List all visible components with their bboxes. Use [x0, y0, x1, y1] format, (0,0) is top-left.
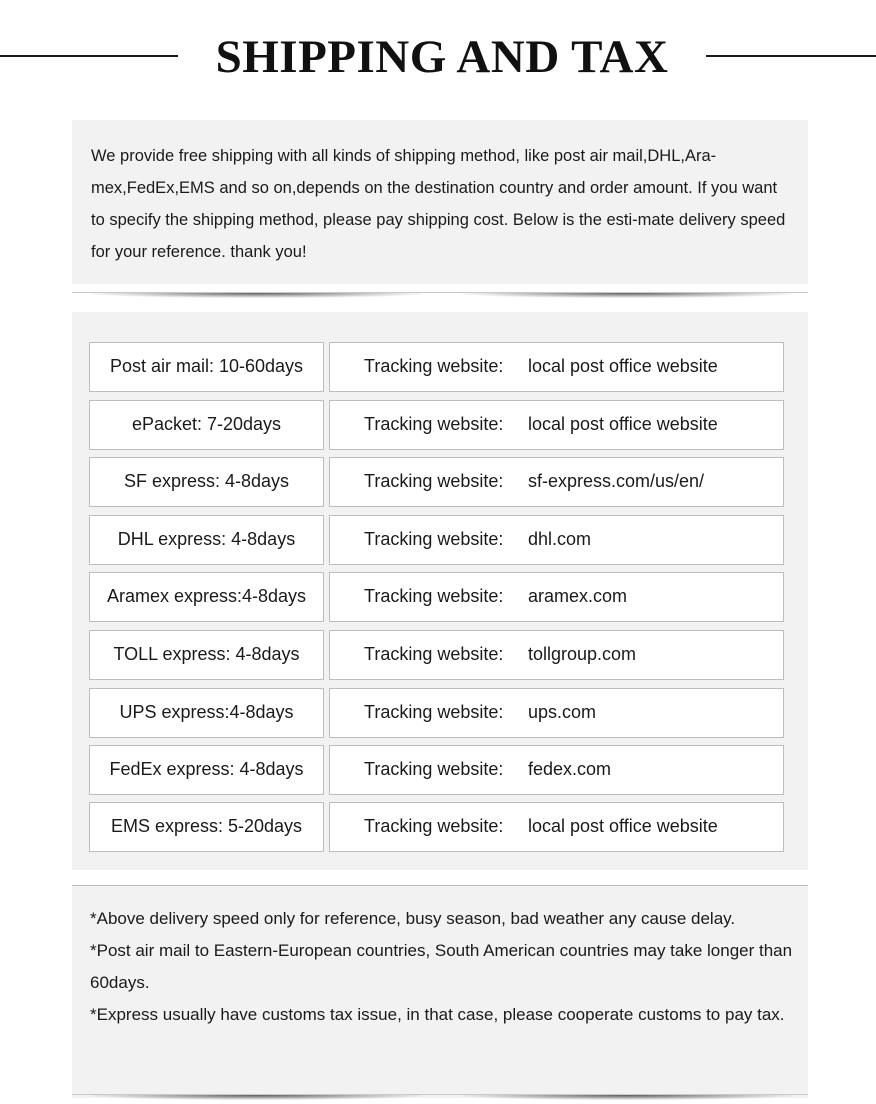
tracking-cell [329, 457, 784, 507]
tracking-cell [329, 630, 784, 680]
tracking-label: Tracking website: [364, 414, 504, 434]
tracking-label: Tracking website: [364, 356, 504, 376]
intro-text: We provide free shipping with all kinds of shipping method, like post air mail,DHL,Ara-mex,FedEx,EMS and so on,depends on the destination country and order amount. If you want to specify the shipping method, please pay shipping cost. Below is the esti-mate delivery speed for your reference. thank you! [91, 147, 786, 261]
divider-shadow-right [462, 1095, 792, 1100]
tracking-label: Tracking website: [364, 702, 504, 722]
tracking-cell [329, 688, 784, 738]
shipping-method-cell: TOLL express: 4-8days [89, 630, 324, 680]
shipping-method-cell: SF express: 4-8days [89, 457, 324, 507]
shipping-method-cell: Post air mail: 10-60days [89, 342, 324, 392]
tracking-label: Tracking website: [364, 529, 504, 549]
tracking-cell [329, 342, 784, 392]
page-header [0, 28, 876, 88]
notes-panel [72, 885, 808, 1098]
shipping-method-cell: DHL express: 4-8days [89, 515, 324, 565]
tracking-site: sf-express.com/us/en/ [528, 471, 705, 491]
tracking-site: local post office website [528, 816, 718, 836]
note-item: *Express usually have customs tax issue, in that case, please cooperate customs to pay tax. [90, 1005, 785, 1024]
divider-shadow-left [92, 1095, 422, 1100]
shipping-method-cell: FedEx express: 4-8days [89, 745, 324, 795]
tracking-label: Tracking website: [364, 586, 504, 606]
intro-panel [72, 120, 808, 284]
divider-shadow-left [92, 293, 422, 298]
tracking-cell [329, 572, 784, 622]
tracking-site: fedex.com [528, 759, 612, 779]
bottom-divider [72, 1094, 808, 1104]
tracking-cell [329, 745, 784, 795]
tracking-cell [329, 515, 784, 565]
section-divider [72, 292, 808, 302]
tracking-site: aramex.com [528, 586, 628, 606]
header-rule-left [0, 55, 178, 57]
tracking-site: local post office website [528, 356, 718, 376]
tracking-site: ups.com [528, 702, 597, 722]
note-item: *Above delivery speed only for reference, busy season, bad weather any cause delay. [90, 909, 736, 928]
tracking-site: dhl.com [528, 529, 592, 549]
tracking-label: Tracking website: [364, 816, 504, 836]
tracking-label: Tracking website: [364, 471, 504, 491]
divider-shadow-right [462, 293, 792, 298]
tracking-label: Tracking website: [364, 644, 504, 664]
tracking-site: local post office website [528, 414, 718, 434]
note-item: *Post air mail to Eastern-European countries, South American countries may take longer than 60days. [90, 941, 793, 992]
shipping-rates-table [72, 312, 808, 870]
shipping-method-cell: Aramex express:4-8days [89, 572, 324, 622]
notes-text [90, 903, 796, 1031]
tracking-site: tollgroup.com [528, 644, 637, 664]
shipping-method-cell: EMS express: 5-20days [89, 802, 324, 852]
shipping-method-cell: UPS express:4-8days [89, 688, 324, 738]
tracking-label: Tracking website: [364, 759, 504, 779]
shipping-method-cell: ePacket: 7-20days [89, 400, 324, 450]
tracking-cell [329, 400, 784, 450]
tracking-cell [329, 802, 784, 852]
header-rule-right [706, 55, 876, 57]
page-title: SHIPPING AND TAX [215, 31, 669, 83]
